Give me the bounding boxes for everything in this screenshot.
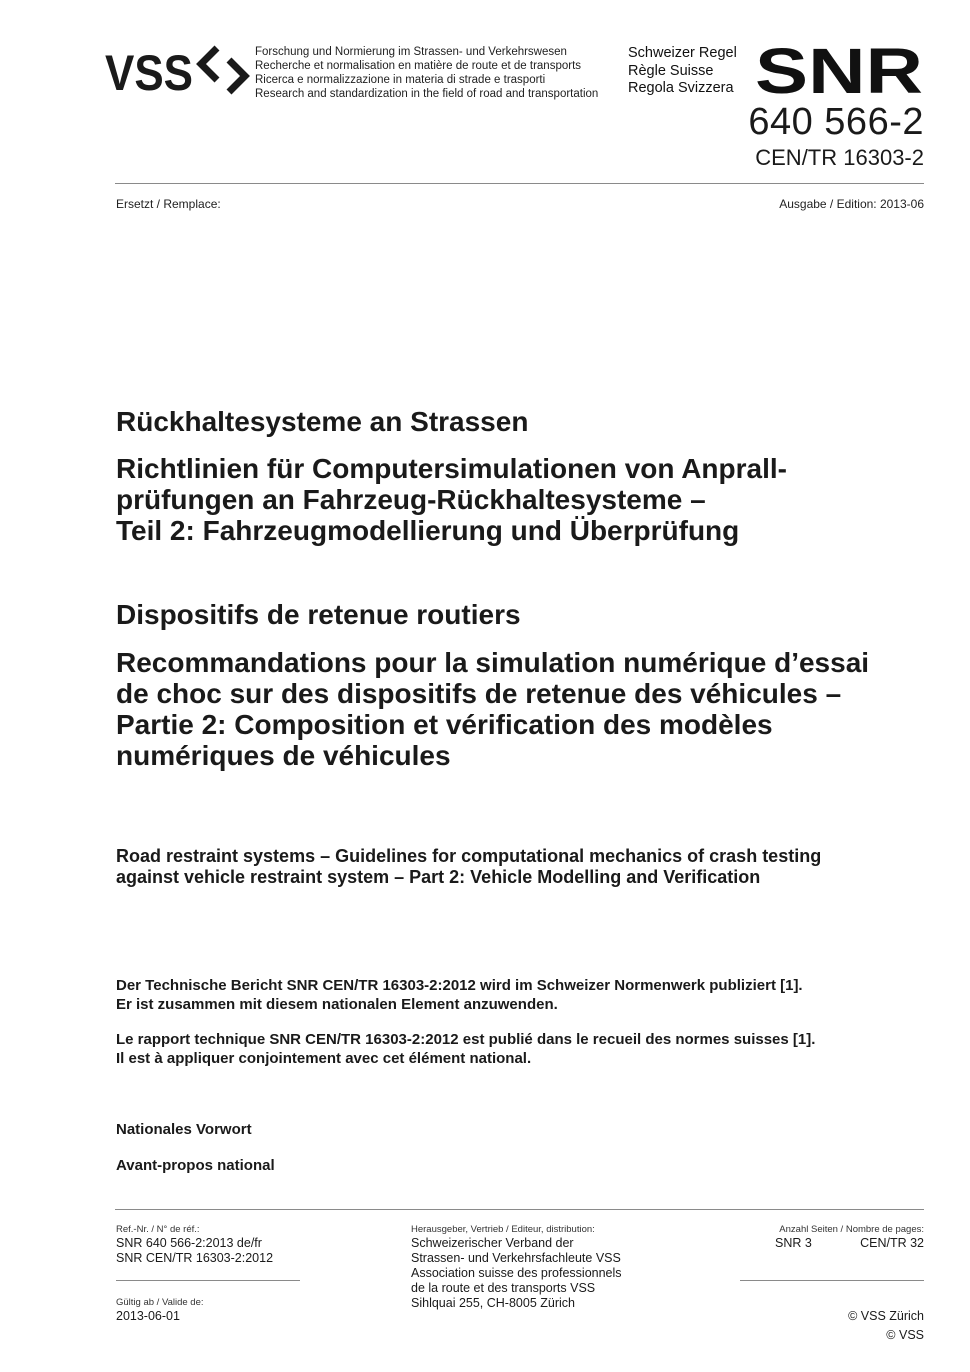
- publisher-line-4: de la route et des transports VSS: [411, 1281, 596, 1295]
- snr-logo: [755, 45, 925, 95]
- pages-cen: CEN/TR 32: [860, 1236, 924, 1250]
- snr-logo-text: SNR: [755, 45, 923, 95]
- copyright-1: © VSS Zürich: [848, 1309, 924, 1323]
- title-fr-line-1: Recommandations pour la simulation numérique d’essai: [116, 647, 870, 678]
- pages-values: [724, 1236, 924, 1251]
- title-fr-line-4: numériques de véhicules: [116, 740, 451, 771]
- title-de-line-3: Teil 2: Fahrzeugmodellierung und Überprüfung: [116, 515, 740, 546]
- title-de-subject: Rückhaltesysteme an Strassen: [116, 406, 529, 437]
- title-de-line-1: Richtlinien für Computersimulationen von Anprall-: [116, 453, 787, 484]
- note-fr-line-2: Il est à appliquer conjointement avec cet élément national.: [116, 1049, 532, 1067]
- title-de-line-2: prüfungen an Fahrzeug-Rückhaltesysteme –: [116, 484, 706, 515]
- vss-tagline-de: Forschung und Normierung im Strassen- und Verkehrswesen: [255, 46, 567, 58]
- vss-logo-text: VSS: [105, 45, 193, 98]
- publisher-line-1: Schweizerischer Verband der: [411, 1236, 574, 1250]
- foreword-fr: Avant-propos national: [116, 1157, 275, 1174]
- cen-number: CEN/TR 16303-2: [755, 145, 924, 170]
- replaces-label: Ersetzt / Remplace:: [116, 197, 221, 211]
- footer-ref-divider: [116, 1280, 300, 1281]
- valid-value: 2013-06-01: [116, 1309, 180, 1323]
- ref-label: Ref.-Nr. / N° de réf.:: [116, 1224, 200, 1235]
- vss-tagline: [255, 45, 598, 101]
- title-de: [116, 406, 916, 546]
- vss-logo: [105, 42, 255, 98]
- publisher-line-3: Association suisse des professionnels: [411, 1266, 622, 1280]
- title-en-line-1: Road restraint systems – Guidelines for computational mechanics of crash testing: [116, 846, 822, 866]
- regel-label: [628, 45, 737, 98]
- norm-number: 640 566-2: [748, 101, 924, 143]
- ref-line-1: SNR 640 566-2:2013 de/fr: [116, 1236, 262, 1250]
- pages-label: Anzahl Seiten / Nombre de pages:: [779, 1224, 924, 1235]
- regel-it: Regola Svizzera: [628, 80, 734, 96]
- title-fr: [116, 599, 916, 771]
- title-fr-line-2: de choc sur des dispositifs de retenue des véhicules –: [116, 678, 842, 709]
- publisher-line-2: Strassen- und Verkehrsfachleute VSS: [411, 1251, 621, 1265]
- title-en-line-2: against vehicle restraint system – Part 2: Vehicle Modelling and Verification: [116, 867, 761, 887]
- note-fr-line-1: Le rapport technique SNR CEN/TR 16303-2:2012 est publié dans le recueil des normes suisses [1].: [116, 1031, 816, 1048]
- vss-tagline-it: Ricerca e normalizzazione in materia di strade e trasporti: [255, 74, 546, 86]
- publisher-label: Herausgeber, Vertrieb / Editeur, distribution:: [411, 1224, 595, 1235]
- vss-tagline-fr: Recherche et normalisation en matière de route et de transports: [255, 60, 582, 72]
- edition-label: Ausgabe / Edition: 2013-06: [779, 197, 924, 211]
- footer-publisher: [411, 1224, 622, 1311]
- footer-pages-divider: [740, 1280, 924, 1281]
- copyright-2: © VSS: [886, 1328, 924, 1342]
- regel-de: Schweizer Regel: [628, 45, 737, 61]
- vss-tagline-en: Research and standardization in the field of road and transportation: [255, 88, 599, 100]
- regel-fr: Règle Suisse: [628, 62, 714, 79]
- ref-line-2: SNR CEN/TR 16303-2:2012: [116, 1251, 274, 1265]
- header-divider: [115, 183, 924, 184]
- foreword-de: Nationales Vorwort: [116, 1121, 252, 1138]
- footer-validity: [116, 1297, 204, 1324]
- title-fr-line-3: Partie 2: Composition et vérification des modèles: [116, 709, 773, 740]
- publisher-line-5: Sihlquai 255, CH-8005 Zürich: [411, 1296, 575, 1310]
- note-de: [116, 977, 926, 1014]
- note-de-line-2: Er ist zusammen mit diesem nationalen Element anzuwenden.: [116, 995, 558, 1013]
- note-de-line-1: Der Technische Bericht SNR CEN/TR 16303-2:2012 wird im Schweizer Normenwerk publiziert [1].: [116, 977, 803, 994]
- note-fr: [116, 1031, 926, 1068]
- footer-reference: [116, 1224, 273, 1266]
- footer-divider: [115, 1209, 924, 1210]
- title-fr-subject: Dispositifs de retenue routiers: [116, 599, 521, 630]
- pages-snr: SNR 3: [775, 1236, 812, 1250]
- footer-pages: [724, 1224, 924, 1251]
- title-en: [116, 846, 916, 888]
- valid-label: Gültig ab / Valide de:: [116, 1297, 204, 1308]
